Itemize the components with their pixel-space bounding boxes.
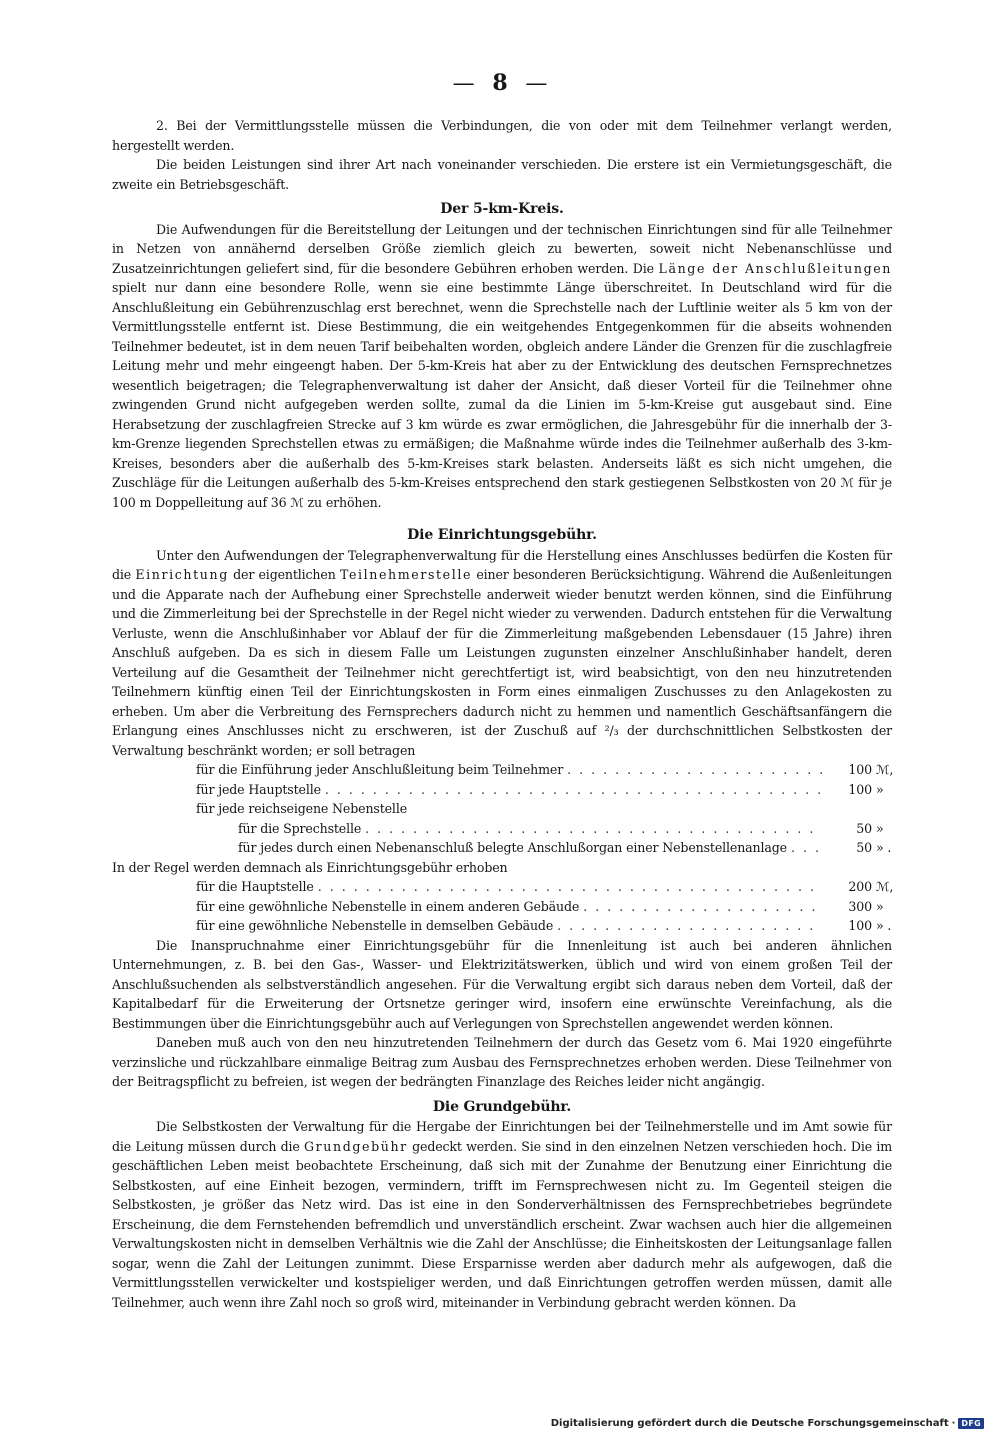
digitization-footer [551, 1418, 984, 1429]
fee-label: für jedes durch einen Nebenanschluß belegte Anschlußorgan einer Nebenstellenanlage [238, 840, 787, 855]
fee-label: für eine gewöhnliche Nebenstelle in einem anderen Gebäude [196, 898, 580, 914]
grund-text-a: Die Selbstkosten der Verwaltung für die Hergabe der Einrichtungen bei der Teilnehmerstelle und im Amt sowie für die Leitung müssen durch die [112, 1119, 892, 1154]
fee-amount: 100 [848, 762, 872, 777]
fee-unit: » [876, 781, 884, 797]
grund-emphasis: Grundgebühr [304, 1138, 408, 1154]
page-number-header [0, 70, 1000, 96]
fee-unit: » [876, 820, 884, 836]
section-heading-einrichtung: Die Einrichtungsgebühr. [407, 527, 597, 543]
page-number-dash-left: — [452, 71, 475, 96]
fee-amount: 50 [856, 820, 872, 836]
fee-amount: 100 [848, 918, 872, 933]
fee-row [112, 897, 892, 917]
fee-unit: ℳ, [876, 879, 894, 894]
footer-separator: · [951, 1418, 956, 1429]
fee-unit: ℳ, [876, 762, 894, 777]
einrichtung-emphasis-1: Einrichtung [135, 567, 229, 582]
fee-unit: » . [876, 840, 892, 855]
dot-leader [791, 838, 822, 858]
fee-row [112, 916, 892, 936]
einrichtung-paragraph [112, 546, 892, 761]
fee-amount: 200 [848, 879, 872, 894]
dot-leader [325, 780, 822, 800]
fee-label: für die Hauptstelle [196, 879, 314, 894]
kreis-text-b: spielt nur dann eine besondere Rolle, wenn sie eine bestimmte Länge überschreitet. In Deutschland wird für die Anschlußleitung ein Gebührenzuschlag erst berechnet, wenn die Sprechstelle nach der Luftlinie weiter als 5 km von der Vermittlungsstelle entfernt ist. Diese Bestimmung, die ein weitgehendes Entgegenkommen für die abseits wohnenden Teilnehmer bedeutet, ist in dem neuen Tarif beibehalten worden, obgleich andere Länder die Grenzen für die zuschlagfreie Leitung mehr und mehr eingeengt haben. Der 5-km-Kreis hat aber zu der Entwicklung des deutschen Fernsprechnetzes wesentlich beigetragen; die Telegraphenverwaltung ist daher der Ansicht, daß dieser Vorteil für die Teilnehmer ohne zwingenden Grund nicht aufgegeben werden sollte, zumal da die Linien im 5-km-Kreise gut ausgebaut sind. Eine Herabsetzung der zuschlagfreien Strecke auf 3 km würde es zwar ermöglichen, die Jahresgebühr für die innerhalb der 3-km-Grenze liegenden Sprechstellen etwas zu ermäßigen; die Maßnahme würde indes die Teilnehmer außerhalb des 3-km-Kreises, besonders aber die außerhalb des 5-km-Kreises stark belasten. Anderseits läßt es sich nicht umgehen, die Zuschläge für die Leitungen außerhalb des 5-km-Kreises entsprechend den stark gestiegenen Selbstkosten von 20 ℳ für je 100 m Doppelleitung auf 36 ℳ zu erhöhen. [112, 280, 892, 510]
dot-leader [557, 916, 822, 936]
einrichtung-paragraph-3: Daneben muß auch von den neu hinzutretenden Teilnehmern der durch das Gesetz vom 6. Mai 1920 eingeführte verzinsliche und rückzahlbare einmalige Beitrag zum Ausbau des Fernsprechnetzes erhoben werden. Diese Teilnehmer von der Beitragspflicht zu befreien, ist wegen der bedrängten Finanzlage des Reiches leider nicht angängig. [112, 1035, 892, 1089]
fee-list-zuschuss [112, 760, 892, 858]
fee-amount: 50 [856, 840, 872, 855]
fee-label: für jede Hauptstelle [196, 781, 321, 797]
fee-label: für die Einführung jeder Anschlußleitung beim Teilnehmer [196, 762, 564, 777]
fee-row [112, 838, 892, 858]
grund-paragraph [112, 1117, 892, 1312]
footer-text: Digitalisierung gefördert durch die Deutsche Forschungsgemeinschaft [550, 1418, 949, 1429]
dot-leader [365, 819, 822, 839]
fee-label: für die Sprechstelle [238, 820, 362, 836]
fee-row [112, 819, 892, 839]
dot-leader [567, 760, 822, 780]
einrichtung-paragraph-2: Die Inanspruchnahme einer Einrichtungsgebühr für die Innenleitung ist auch bei anderen ähnlichen Unternehmungen, z. B. bei den Gas-, Wasser- und Elektrizitätswerken, üblich und wird von einem großen Teil der Anschlußsuchenden als selbstverständlich angesehen. Für die Verwaltung ergibt sich daraus neben dem Vorteil, daß der Kapitalbedarf für die Erweiterung der Ortsnetze geringer wird, insofern eine erwünschte Vereinfachung, als die Bestimmungen über die Einrichtungsgebühr auch auf Verlegungen von Sprechstellen angewendet werden können. [112, 937, 892, 1031]
einrichtung-text-c: einer besonderen Berücksichtigung. Während die Außenleitungen und die Apparate nach der Aufhebung einer Sprechstelle anderweit wieder benutzt werden können, sind die Einführung und die Zimmerleitung bei der Sprechstelle in der Regel nicht wieder zu verwenden. Dadurch entstehen für die Verwaltung Verluste, wenn die Anschlußinhaber vor Ablauf der für die Zimmerleitung maßgebenden Lebensdauer (15 Jahre) ihren Anschluß aufgeben. Da es sich in diesem Falle um Leistungen zugunsten einzelner Anschlußinhaber handelt, deren Verteilung auf die Gesamtheit der Teilnehmer nicht gerechtfertigt ist, wird beabsichtigt, von den neu hinzutretenden Teilnehmern künftig einen Teil der Einrichtungskosten in Form eines einmaligen Zuschusses zu den Anlagekosten zu erheben. Um aber die Verbreitung des Fernsprechers dadurch nicht zu hemmen und namentlich Geschäftsanfängern die Erlangung eines Anschlusses nicht zu erschweren, ist der Zuschuß auf ²/₃ der durchschnittlichen Selbstkosten der Verwaltung beschränkt worden; er soll betragen [112, 567, 892, 758]
document-body [112, 116, 892, 1312]
dfg-logo-icon: DFG [958, 1418, 984, 1429]
dot-leader [318, 877, 822, 897]
page-number-dash-right: — [525, 71, 548, 96]
section-heading-grund: Die Grundgebühr. [432, 1098, 572, 1115]
einrichtung-emphasis-2: Teilnehmerstelle [339, 567, 473, 582]
fee-group-label: für jede reichseigene Nebenstelle [196, 801, 407, 816]
fees-intro-line: In der Regel werden demnach als Einrichtungsgebühr erhoben [112, 859, 508, 875]
fee-amount: 300 [848, 898, 872, 914]
fee-row [112, 760, 892, 780]
intro-paragraph-2: Die beiden Leistungen sind ihrer Art nach voneinander verschieden. Die erstere ist ein Vermietungsgeschäft, die zweite ein Betriebsgeschäft. [112, 157, 892, 192]
fee-row [112, 780, 892, 800]
einrichtung-text-b: der eigentlichen [228, 567, 340, 582]
fee-amount: 100 [848, 781, 872, 797]
kreis-paragraph [112, 220, 892, 513]
dot-leader [583, 897, 822, 917]
fee-label: für eine gewöhnliche Nebenstelle in demselben Gebäude [196, 918, 554, 933]
fee-unit: » . [876, 918, 892, 933]
grund-text-b: gedeckt werden. Sie sind in den einzelnen Netzen verschieden hoch. Die im geschäftlichen Leben meist beobachtete Erscheinung, daß sich mit der Zunahme der Benutzung einer Einrichtung die Selbstkosten, auf eine Einheit bezogen, vermindern, trifft im Fernsprechwesen nicht zu. Im Gegenteil steigen die Selbstkosten, je größer das Netz wird. Das ist eine in den Sonderverhältnissen des Fernsprechbetriebes begründete Erscheinung, die dem Fernstehenden befremdlich und unverständlich erscheint. Zwar wachsen auch hier die allgemeinen Verwaltungskosten nicht in demselben Verhältnis wie die Zahl der Anschlüsse; die Einheitskosten der Leitungsanlage fallen sogar, wenn die Zahl der Leitungen zunimmt. Diese Ersparnisse werden aber dadurch mehr als aufgewogen, daß die Vermittlungsstellen verwickelter und kostspieliger werden, und daß Einrichtungen getroffen werden müssen, damit alle Teilnehmer, auch wenn ihre Zahl noch so groß wird, miteinander in Verbindung gebracht werden können. Da [112, 1138, 892, 1310]
fee-row [112, 877, 892, 897]
kreis-text-a: Die Aufwendungen für die Bereitstellung der Leitungen und der technischen Einrichtungen sind für alle Teilnehmer in Netzen von annähernd derselben Größe ziemlich gleich zu bewerten, soweit nicht Nebenanschlüsse und Zusatzeinrichtungen geliefert sind, für die besondere Gebühren erhoben werden. Die [112, 221, 892, 276]
fee-list-einrichtungsgebuehr [112, 877, 892, 936]
kreis-emphasis: Länge der Anschlußleitungen [658, 260, 892, 276]
page-number: 8 [492, 70, 508, 96]
section-heading-kreis: Der 5-km-Kreis. [440, 201, 564, 217]
intro-paragraph-1: 2. Bei der Vermittlungsstelle müssen die Verbindungen, die von oder mit dem Teilnehmer verlangt werden, hergestellt werden. [112, 118, 892, 153]
fee-unit: » [876, 898, 884, 914]
einrichtung-text-a: Unter den Aufwendungen der Telegraphenverwaltung für die Herstellung eines Anschlusses bedürfen die Kosten für die [112, 547, 892, 582]
